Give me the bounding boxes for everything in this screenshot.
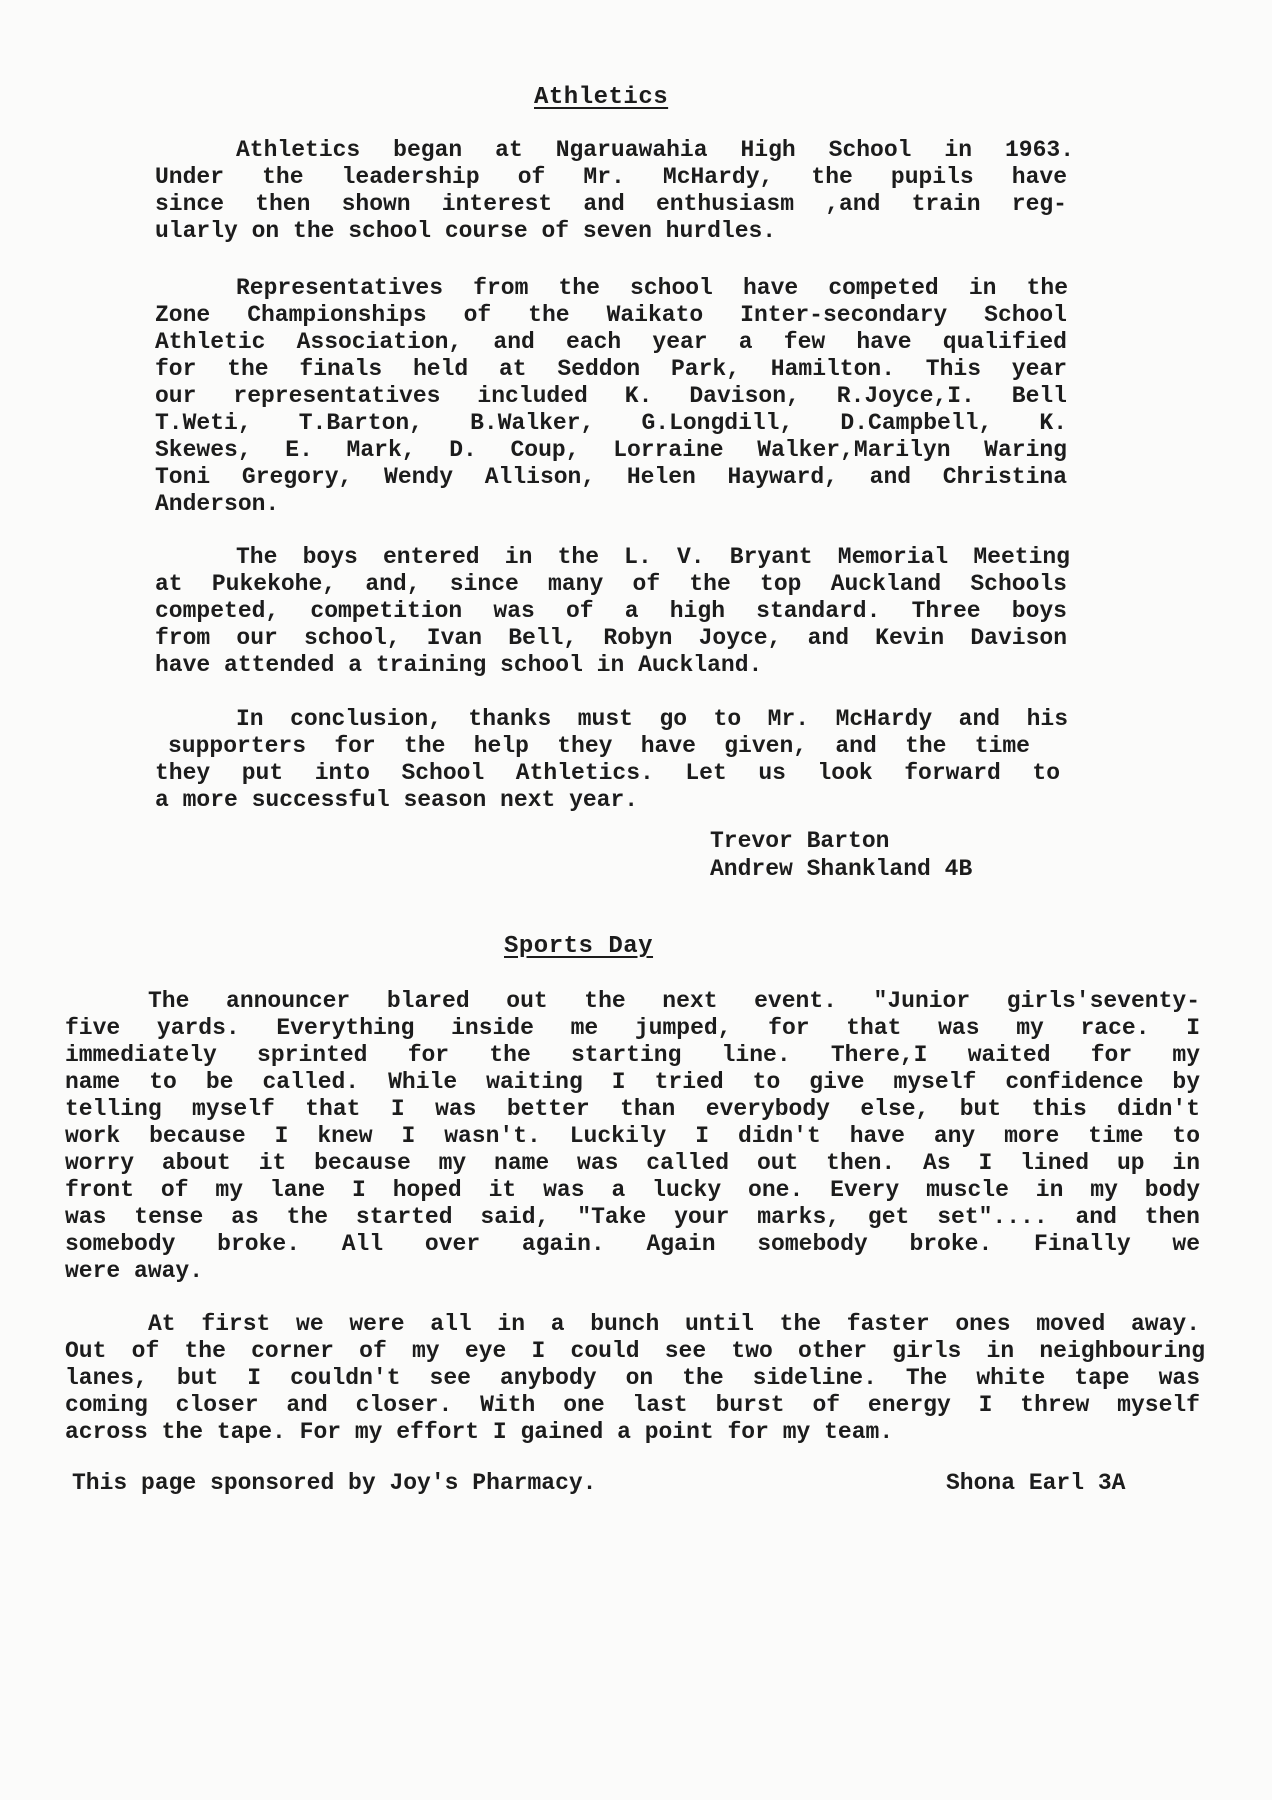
athletics-author-1: Trevor Barton <box>710 828 890 854</box>
sponsor-note: This page sponsored by Joy's Pharmacy. <box>72 1470 597 1496</box>
athletics-p1-line-1: Athletics began at Ngaruawahia High School in 1963. <box>236 137 1074 163</box>
athletics-author-2: Andrew Shankland 4B <box>710 856 973 882</box>
sports-p1-line-1: The announcer blared out the next event. "Junior girls'seventy- <box>148 988 1200 1014</box>
athletics-p2-line-9: Anderson. <box>155 491 280 517</box>
athletics-p3-line-3: competed, competition was of a high standard. Three boys <box>155 598 1067 624</box>
athletics-p1-line-3: since then shown interest and enthusiasm ,and train reg- <box>155 191 1067 217</box>
sports-p2-line-2: Out of the corner of my eye I could see two other girls in neighbouring <box>65 1338 1205 1364</box>
athletics-p3-line-2: at Pukekohe, and, since many of the top Auckland Schools <box>155 571 1067 597</box>
sports-p1-line-4: name to be called. While waiting I tried to give myself confidence by <box>65 1069 1200 1095</box>
sports-day-author: Shona Earl 3A <box>946 1470 1126 1496</box>
sports-p1-line-7: worry about it because my name was called out then. As I lined up in <box>65 1150 1200 1176</box>
athletics-p4-line-1: In conclusion, thanks must go to Mr. McHardy and his <box>236 706 1068 732</box>
sports-p1-line-11: were away. <box>65 1258 204 1284</box>
sports-p2-line-5: across the tape. For my effort I gained a point for my team. <box>65 1419 894 1445</box>
athletics-p4-line-3: they put into School Athletics. Let us look forward to <box>155 760 1060 786</box>
athletics-p4-line-4: a more successful season next year. <box>155 787 639 813</box>
athletics-p1-line-2: Under the leadership of Mr. McHardy, the pupils have <box>155 164 1067 190</box>
athletics-p2-line-3: Athletic Association, and each year a few have qualified <box>155 329 1067 355</box>
athletics-p2-line-1: Representatives from the school have competed in the <box>236 275 1068 301</box>
athletics-p3-line-5: have attended a training school in Auckland. <box>155 652 763 678</box>
sports-p1-line-8: front of my lane I hoped it was a lucky one. Every muscle in my body <box>65 1177 1200 1203</box>
sports-p1-line-9: was tense as the started said, "Take your marks, get set".... and then <box>65 1204 1200 1230</box>
athletics-p2-line-6: T.Weti, T.Barton, B.Walker, G.Longdill, D.Campbell, K. <box>155 410 1067 436</box>
athletics-p2-line-7: Skewes, E. Mark, D. Coup, Lorraine Walker,Marilyn Waring <box>155 437 1067 463</box>
athletics-p3-line-4: from our school, Ivan Bell, Robyn Joyce, and Kevin Davison <box>155 625 1067 651</box>
athletics-p1-line-4: ularly on the school course of seven hurdles. <box>155 218 777 244</box>
athletics-p2-line-4: for the finals held at Seddon Park, Hamilton. This year <box>155 356 1067 382</box>
sports-p1-line-6: work because I knew I wasn't. Luckily I didn't have any more time to <box>65 1123 1200 1149</box>
sports-p2-line-4: coming closer and closer. With one last burst of energy I threw myself <box>65 1392 1200 1418</box>
athletics-p2-line-2: Zone Championships of the Waikato Inter-secondary School <box>155 302 1067 328</box>
athletics-p2-line-8: Toni Gregory, Wendy Allison, Helen Hayward, and Christina <box>155 464 1067 490</box>
sports-p2-line-1: At first we were all in a bunch until the faster ones moved away. <box>148 1311 1200 1337</box>
athletics-p2-line-5: our representatives included K. Davison, R.Joyce,I. Bell <box>155 383 1067 409</box>
athletics-p3-line-1: The boys entered in the L. V. Bryant Memorial Meeting <box>236 544 1070 570</box>
sports-p1-line-2: five yards. Everything inside me jumped, for that was my race. I <box>65 1015 1200 1041</box>
athletics-title: Athletics <box>534 84 669 111</box>
sports-p1-line-10: somebody broke. All over again. Again somebody broke. Finally we <box>65 1231 1200 1257</box>
athletics-p4-line-2: supporters for the help they have given, and the time <box>168 733 1030 759</box>
sports-day-title: Sports Day <box>504 933 654 960</box>
sports-p1-line-5: telling myself that I was better than everybody else, but this didn't <box>65 1096 1200 1122</box>
sports-p1-line-3: immediately sprinted for the starting line. There,I waited for my <box>65 1042 1200 1068</box>
sports-p2-line-3: lanes, but I couldn't see anybody on the sideline. The white tape was <box>65 1365 1200 1391</box>
